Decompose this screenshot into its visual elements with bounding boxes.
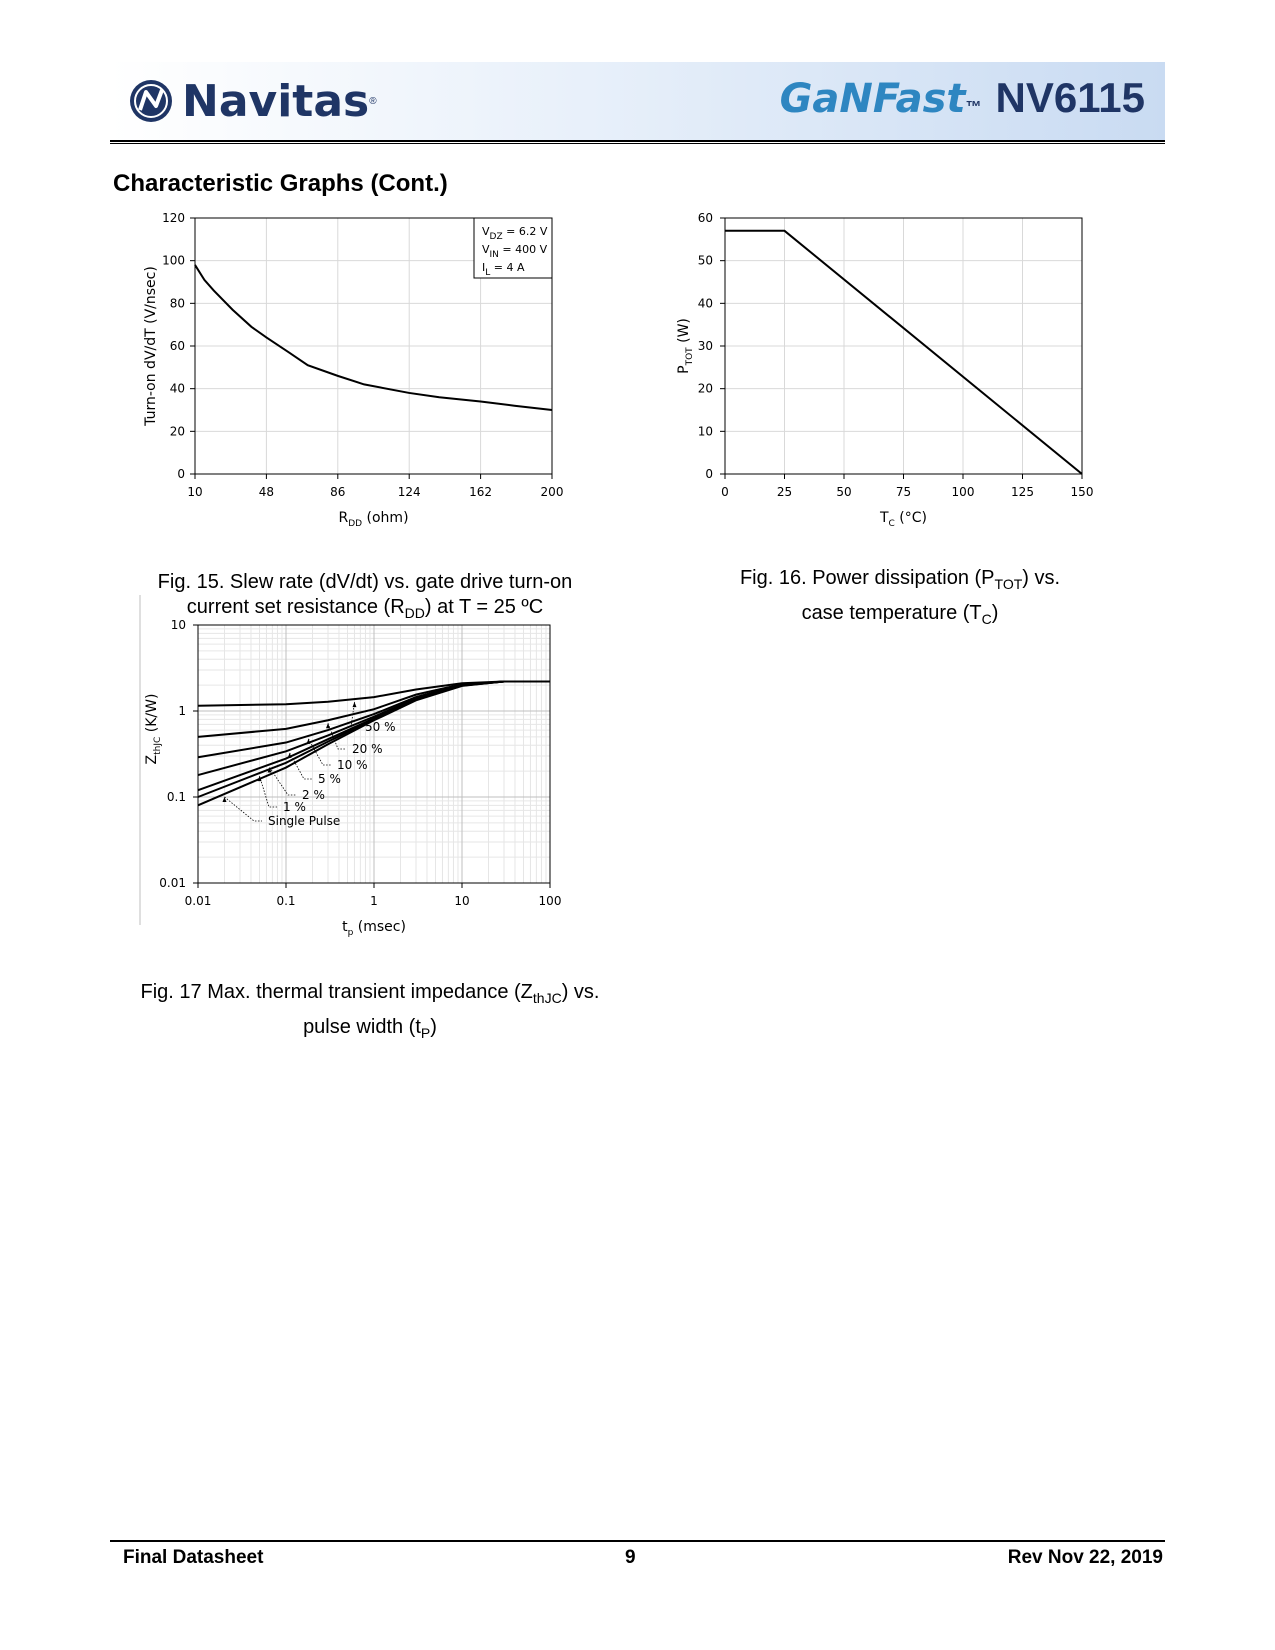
navitas-logo	[128, 76, 377, 126]
fig16-y-tick-label: 50	[697, 253, 713, 268]
fig17-series-label: 50 %	[365, 720, 396, 734]
fig16-x-tick-label: 25	[776, 485, 793, 499]
fig17-series-label: Single Pulse	[268, 814, 341, 828]
fig17-annotation-arrow	[222, 797, 226, 802]
fig16-x-tick-label: 100	[951, 485, 975, 499]
section-title: Characteristic Graphs (Cont.)	[113, 170, 448, 197]
fig17-annotation-arrow	[352, 702, 356, 707]
fig16-chart	[670, 211, 1120, 555]
fig15-chart	[140, 211, 590, 555]
fig15-y-tick-label: 20	[169, 424, 185, 439]
fig16-y-tick-label: 60	[697, 211, 713, 225]
fig17-x-axis-label: $t_p$ (msec)	[342, 919, 406, 938]
fig17-caption	[125, 980, 615, 1046]
fig17-x-tick-label: 100	[538, 894, 562, 908]
fig17-y-tick-label: 10	[170, 618, 186, 632]
fig17-x-tick-label: 10	[454, 894, 470, 908]
fig15-y-tick-label: 60	[169, 339, 185, 353]
fig16-y-tick-label: 20	[697, 381, 713, 396]
fig15-y-tick-label: 40	[169, 381, 185, 396]
ganfast-logo-text: GaNFast	[779, 76, 966, 122]
fig16-x-tick-label: 75	[895, 485, 912, 499]
fig17-y-tick-label: 1	[178, 704, 186, 718]
fig17-x-tick-label: 0.1	[276, 894, 296, 908]
fig16-x-tick-label: 50	[836, 485, 852, 499]
fig15-legend-entry: $I_L = 4$ A	[482, 261, 525, 278]
fig17-y-tick-label: 0.01	[159, 876, 186, 890]
fig15-x-tick-label: 48	[258, 485, 275, 499]
fig16-caption-line2: case temperature $(T_C)$	[801, 602, 999, 627]
fig15-x-tick-label: 124	[397, 485, 421, 499]
fig17-annotation-leader	[260, 776, 277, 807]
fig16-x-tick-label: 150	[1070, 485, 1094, 499]
fig17-y-tick-label: 0.1	[166, 790, 186, 804]
fig15-y-tick-label: 100	[162, 253, 185, 268]
navitas-logo-icon	[128, 78, 174, 124]
fig15-caption-line1: Fig. 15. Slew rate (dV/dt) vs. gate drive turn-on	[157, 571, 573, 593]
fig15-caption	[140, 570, 590, 626]
fig16-y-tick-label: 0	[705, 467, 713, 481]
fig17-series-label: 1 %	[283, 800, 306, 814]
fig15-caption-line2: current set resistance $(R_{DD})$ at T = 25 ºC	[186, 596, 544, 621]
registered-mark: ®	[369, 95, 377, 107]
fig17-chart	[140, 618, 600, 970]
fig16-x-axis-label: $T_C$ (°C)	[879, 510, 928, 529]
fig16-x-tick-label: 125	[1011, 485, 1034, 499]
fig15-x-tick-label: 162	[469, 485, 493, 499]
fig16-caption	[670, 566, 1130, 632]
fig15-x-axis-label: $R_{DD}$ (ohm)	[338, 510, 409, 529]
fig16-x-tick-label: 0	[721, 485, 729, 499]
fig17-series-label: 20 %	[352, 742, 383, 756]
fig17-y-axis-label: $Z_{thJC}$ (K/W)	[144, 693, 163, 765]
fig15-y-tick-label: 0	[177, 467, 185, 481]
fig16-y-axis-label: $P_{TOT}$ (W)	[676, 318, 695, 374]
fig17-caption-line2: pulse width $(t_P)$	[303, 1016, 437, 1041]
fig16-y-tick-label: 40	[697, 296, 713, 311]
fig17-caption-line1: Fig. 17 Max. thermal transient impedance $(Z_{thJC})$ vs.	[140, 981, 600, 1006]
fig15-y-axis-label: Turn-on dV/dT (V/nsec)	[143, 266, 159, 426]
fig15-legend-entry: $V_{DZ} = 6.2$ V	[482, 225, 548, 242]
fig17-series-label: 5 %	[318, 772, 341, 786]
fig15-y-tick-label: 120	[162, 211, 185, 225]
fig16-plot	[670, 211, 1120, 555]
fig15-plot	[140, 211, 590, 555]
part-number: NV6115	[995, 74, 1145, 121]
footer-left: Final Datasheet	[123, 1547, 264, 1568]
footer-rule	[110, 1540, 1165, 1542]
fig17-x-tick-label: 0.01	[184, 894, 212, 908]
fig16-caption-line1: Fig. 16. Power dissipation $(P_{TOT})$ vs.	[739, 567, 1061, 592]
fig17-series-label: 2 %	[302, 788, 325, 802]
footer-right: Rev Nov 22, 2019	[1007, 1547, 1163, 1568]
page-number: 9	[625, 1547, 636, 1568]
fig17-x-tick-label: 1	[370, 894, 378, 908]
fig15-x-tick-label: 10	[187, 485, 203, 499]
fig17-annotation-leader	[290, 753, 312, 779]
fig15-x-tick-label: 86	[330, 485, 346, 499]
fig15-y-tick-label: 80	[169, 296, 185, 311]
page-header	[110, 62, 1165, 142]
fig16-y-tick-label: 10	[697, 424, 713, 439]
logo-text: Navitas	[182, 75, 370, 127]
fig15-legend-entry: $V_{IN} = 400$ V	[482, 243, 548, 260]
fig17-series-label: 10 %	[337, 758, 368, 772]
trademark-mark: ™	[965, 99, 982, 116]
header-rule	[110, 143, 1165, 144]
fig17-plot	[140, 618, 600, 970]
fig16-y-tick-label: 30	[697, 339, 713, 353]
product-brand	[780, 74, 1145, 122]
fig15-x-tick-label: 200	[540, 485, 564, 499]
